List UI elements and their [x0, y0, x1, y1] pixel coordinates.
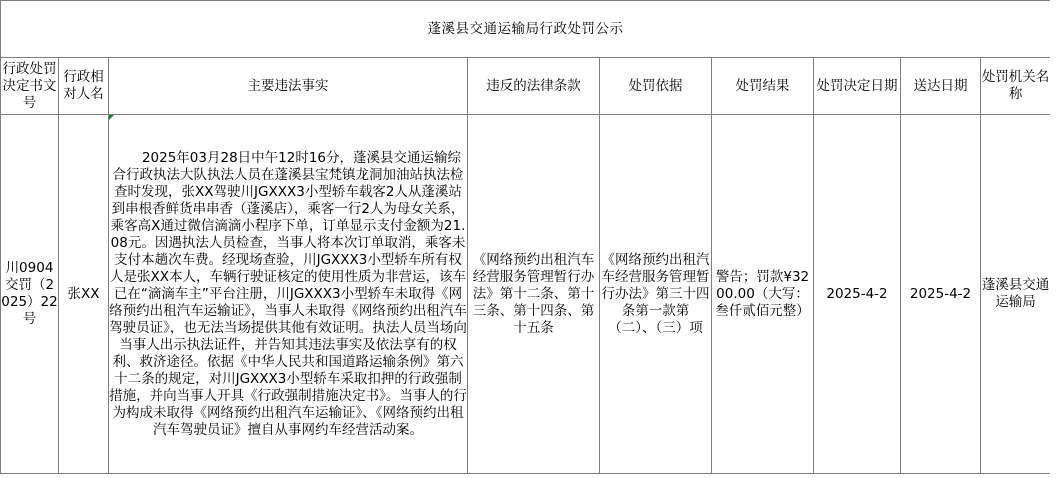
cell-result[interactable]: 警告；罚款¥3200.00（大写：叁仟贰佰元整）: [712, 115, 814, 474]
header-decision-date[interactable]: 处罚决定日期: [814, 58, 901, 115]
header-law[interactable]: 违反的法律条款: [468, 58, 600, 115]
table-row: [1, 115, 1051, 474]
header-party[interactable]: 行政相对人名: [59, 58, 109, 115]
table-title[interactable]: 蓬溪县交通运输局行政处罚公示: [1, 1, 1051, 58]
cell-basis[interactable]: 《网络预约出租汽车经营服务管理暂行办法》第三十四条第一款第（二）、（三）项: [600, 115, 712, 474]
cell-marker-icon: [109, 115, 114, 120]
cell-agency[interactable]: 蓬溪县交通运输局: [981, 115, 1051, 474]
header-agency[interactable]: 处罚机关名称: [981, 58, 1051, 115]
header-facts[interactable]: 主要违法事实: [109, 58, 468, 115]
cell-facts[interactable]: [109, 115, 468, 474]
header-basis[interactable]: 处罚依据: [600, 58, 712, 115]
cell-delivery-date[interactable]: 2025-4-2: [901, 115, 981, 474]
cell-law[interactable]: 《网络预约出租汽车经营服务管理暂行办法》第十二条、第十三条、第十四条、第十五条: [468, 115, 600, 474]
cell-decision-date[interactable]: 2025-4-2: [814, 115, 901, 474]
title-row: [1, 1, 1051, 58]
header-result[interactable]: 处罚结果: [712, 58, 814, 115]
facts-text: 2025年03月28日中午12时16分，蓬溪县交通运输综合行政执法大队执法人员在蓬溪县宝梵镇龙洞加油站执法检查时发现，张XX驾驶川JGXXX3小型轿车载客2人从蓬溪站到串根香鲜货串串香（蓬溪店），乘客一行2人为母女关系，乘客高X通过微信滴滴小程序下单，订单显示支付金额为21.08元。因遇执法人员检查，当事人将本次订单取消，乘客未支付本趟次车费。经现场查验，川JGXXX3小型轿车所有权人是张XX本人，车辆行驶证核定的使用性质为非营运，该车已在“滴滴车主”平台注册，川JGXXX3小型轿车未取得《网络预约出租汽车运输证》，当事人未取得《网络预约出租汽车驾驶员证》，也无法当场提供其他有效证明。执法人员当场向当事人出示执法证件，并告知其违法事实及依法享有的权利、救济途径。依据《中华人民共和国道路运输条例》第六十二条的规定，对川JGXXX3小型轿车采取扣押的行政强制措施，并向当事人开具《行政强制措施决定书》。当事人的行为构成未取得《网络预约出租汽车运输证》、《网络预约出租汽车驾驶员证》擅自从事网约车经营活动案。: [109, 149, 467, 438]
header-row: [1, 58, 1051, 115]
cell-doc-no[interactable]: 川0904交罚（2025）22号: [1, 115, 59, 474]
header-doc-no[interactable]: 行政处罚决定书文号: [1, 58, 59, 115]
header-delivery-date[interactable]: 送达日期: [901, 58, 981, 115]
cell-party[interactable]: 张XX: [59, 115, 109, 474]
sheet-right-margin: [1050, 0, 1057, 478]
